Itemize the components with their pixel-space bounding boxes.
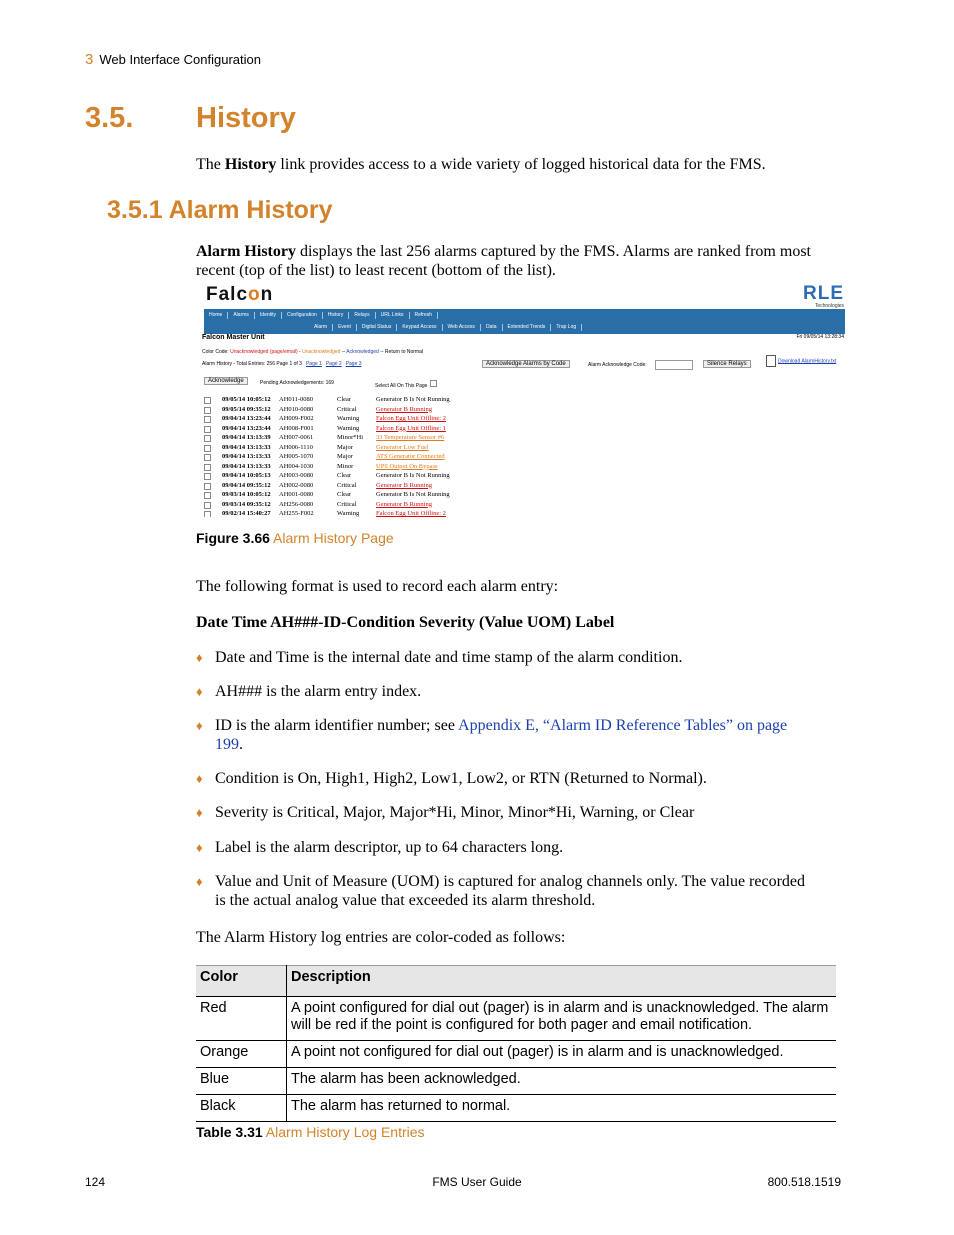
bullet-text: Label is the alarm descriptor, up to 64 characters long. (215, 839, 564, 856)
nav-item-url-links[interactable]: URL Links (376, 312, 410, 319)
table-caption-label: Table 3.31 (196, 1124, 263, 1140)
table-cell-color: Red (196, 997, 287, 1041)
row-checkbox[interactable] (204, 464, 211, 471)
intro-bold: History (224, 156, 277, 173)
alarm-rows (204, 396, 504, 517)
bullet-text-post: . (239, 736, 243, 753)
figure-caption-title: Alarm History Page (273, 530, 394, 546)
alarm-id: AH003-0080 (279, 472, 314, 479)
row-checkbox[interactable] (204, 502, 211, 509)
alarm-label: Generator B Running (376, 500, 432, 508)
color-code-sep: - (297, 349, 303, 355)
color-code-blue: Acknowledged (346, 349, 379, 355)
alarm-severity: Warning (337, 424, 360, 432)
subnav-item-data[interactable]: Data (481, 324, 503, 331)
figure-caption-label: Figure 3.66 (196, 530, 270, 546)
table-row (204, 406, 504, 416)
bullet-glyph: ♦ (196, 840, 203, 855)
bullet-glyph: ♦ (196, 805, 203, 820)
alarm-severity: Major (337, 453, 353, 460)
table-header-row (196, 966, 836, 997)
table-row (196, 1095, 836, 1122)
row-checkbox[interactable] (204, 435, 211, 442)
table-header-color: Color (196, 966, 287, 997)
alarm-date-time: 09/04/14 13:13:33 (222, 462, 271, 470)
alarm-id: AH010-0080 (279, 405, 314, 413)
alarm-date-time: 09/05/14 10:05:12 (222, 396, 271, 403)
bullet-glyph: ♦ (196, 650, 203, 665)
total-entries-text: Alarm History - Total Entries: 256 Page 1 of 3 (202, 361, 302, 367)
alarm-date-time: 09/04/14 13:23:44 (222, 424, 271, 432)
row-checkbox[interactable] (204, 454, 211, 461)
pending-acknowledgements: Pending Acknowledgements: 169 (260, 380, 334, 386)
row-checkbox[interactable] (204, 511, 211, 517)
alarm-date-time: 09/04/14 13:13:39 (222, 434, 271, 441)
table-row (204, 434, 504, 444)
table-row (196, 1041, 836, 1068)
intro-text-pre: The (196, 156, 225, 173)
alarm-label: Falcon Egg Unit Offline: 2 (376, 415, 446, 422)
subnav-item-web-access[interactable]: Web Access (443, 324, 481, 331)
footer-page-number: 124 (85, 1175, 106, 1189)
table-row (204, 425, 504, 435)
table-row (204, 415, 504, 425)
nav-row-main (204, 312, 845, 319)
alarm-date-time: 09/02/14 15:40:27 (222, 510, 271, 517)
alarm-para-bold: Alarm History (196, 243, 296, 260)
alarm-label: Falcon Egg Unit Offline: 1 (376, 424, 446, 432)
rle-logo (803, 285, 844, 309)
color-code-sep: -- (340, 349, 347, 355)
nav-item-home[interactable]: Home (204, 312, 228, 319)
section-number: 3.5. (85, 102, 134, 134)
table-header-description: Description (287, 966, 837, 997)
alarm-date-time: 09/04/14 09:35:12 (222, 481, 271, 489)
alarm-date-time: 09/04/14 13:13:33 (222, 453, 271, 460)
ack-code-label: Alarm Acknowledge Code: (588, 362, 647, 368)
bullet-text: AH### is the alarm entry index. (215, 683, 422, 700)
subnav-item-extended-trends[interactable]: Extended Trends (503, 324, 552, 331)
falcon-logo-o: o (248, 284, 261, 305)
table-row (204, 396, 504, 406)
chapter-number: 3 (85, 51, 94, 68)
select-all-label: Select All On This Page (375, 383, 428, 389)
nav-item-configuration[interactable]: Configuration (282, 312, 323, 319)
alarm-label: UPS Output On Bypass (376, 462, 438, 470)
alarm-label: Falcon Egg Unit Offline: 2 (376, 510, 446, 517)
running-header (85, 51, 261, 68)
bullet-text: Severity is Critical, Major, Major*Hi, Minor, Minor*Hi, Warning, or Clear (215, 804, 695, 821)
table-caption-title: Alarm History Log Entries (265, 1124, 425, 1140)
figure-caption (196, 530, 394, 546)
alarm-id: AH005-1070 (279, 453, 314, 460)
format-line: Date Time AH###-ID-Condition Severity (Value UOM) Label (196, 614, 615, 631)
bullet-item (196, 716, 806, 754)
table-cell-description: The alarm has been acknowledged. (287, 1068, 837, 1095)
color-code-orange: Unacknowledged (302, 349, 341, 355)
alarm-label: ATS Generator Connected (376, 453, 445, 460)
ack-code-input[interactable] (655, 360, 693, 370)
nav-item-refresh[interactable]: Refresh (410, 312, 439, 319)
bullet-text-pre: ID is the alarm identifier number; see (215, 717, 459, 734)
silence-relays-button[interactable]: Silence Relays (703, 360, 751, 368)
format-intro: The following format is used to record each alarm entry: (196, 578, 559, 595)
alarm-id: AH011-0080 (279, 396, 314, 403)
nav-row-sub (204, 324, 845, 331)
row-checkbox[interactable] (204, 483, 211, 490)
row-checkbox[interactable] (204, 445, 211, 452)
total-entries (202, 361, 362, 367)
table-cell-color: Blue (196, 1068, 287, 1095)
bullet-item (196, 803, 806, 822)
bullet-item (196, 872, 806, 910)
download-alarm-history-link[interactable] (766, 355, 836, 367)
table-row (204, 501, 504, 511)
color-code-rest: -- Return to Normal (378, 349, 423, 355)
unit-date-time: Fri 09/05/14 13:28:34 (796, 334, 844, 340)
table-cell-description: A point not configured for dial out (pager) is in alarm and is unacknowledged. (287, 1041, 837, 1068)
bullet-text: Date and Time is the internal date and time stamp of the alarm condition. (215, 649, 683, 666)
alarm-label: Generator B Is Not Running (376, 472, 450, 479)
nav-bar (204, 309, 845, 334)
appendix-e-link[interactable]: Appendix E, “Alarm ID Reference Tables” on page 199 (215, 717, 788, 753)
colors-intro: The Alarm History log entries are color-coded as follows: (196, 929, 566, 946)
section-title: History (196, 102, 296, 134)
alarm-id: AH006-1110 (279, 443, 313, 451)
nav-item-identity[interactable]: Identity (255, 312, 282, 319)
select-all[interactable] (375, 380, 437, 389)
table-row (204, 491, 504, 501)
page-link-2[interactable]: Page 2 (325, 361, 342, 367)
subnav-item-trap-log[interactable]: Trap Log (551, 324, 582, 331)
alarm-severity: Clear (337, 396, 352, 403)
alarm-id: AH007-0061 (279, 434, 314, 441)
bullet-item (196, 838, 806, 857)
alarm-para-text: displays the last 256 alarms captured by the FMS. Alarms are ranked from most recent (top of the list) to least recent (bottom of the list). (196, 243, 811, 279)
row-checkbox[interactable] (204, 407, 211, 414)
bullet-glyph: ♦ (196, 874, 203, 889)
alarm-date-time: 09/03/14 09:35:12 (222, 500, 271, 508)
row-checkbox[interactable] (204, 426, 211, 433)
page-link-1[interactable]: Page 1 (305, 361, 322, 367)
acknowledge-button[interactable]: Acknowledge (204, 377, 248, 385)
alarm-severity: Critical (337, 405, 357, 413)
subsection-heading: 3.5.1 Alarm History (107, 196, 333, 224)
alarm-id: AH004-1030 (279, 462, 314, 470)
falcon-logo-part: n (260, 284, 274, 305)
nav-item-history[interactable]: History (323, 312, 350, 319)
alarm-label: Generator B Is Not Running (376, 491, 450, 498)
alarm-date-time: 09/04/14 13:23:44 (222, 415, 271, 422)
table-cell-description: The alarm has returned to normal. (287, 1095, 837, 1122)
alarm-id: AH255-F002 (279, 510, 314, 517)
alarm-label: Generator B Running (376, 405, 432, 413)
bullet-glyph: ♦ (196, 771, 203, 786)
footer-guide-title: FMS User Guide (432, 1175, 522, 1189)
document-icon (766, 355, 776, 367)
subnav-item-alarm[interactable]: Alarm (309, 324, 333, 331)
alarm-id: AH009-F002 (279, 415, 314, 422)
alarm-id: AH002-0080 (279, 481, 314, 489)
intro-paragraph (196, 155, 836, 174)
alarm-history-paragraph (196, 242, 846, 280)
alarm-severity: Warning (337, 510, 360, 517)
color-code-table (196, 965, 836, 1122)
table-cell-description: A point configured for dial out (pager) is in alarm and is unacknowledged. The alarm will be red if the point is configured for both pager and email notification. (287, 997, 837, 1041)
subnav-item-event[interactable]: Event (333, 324, 357, 331)
alarm-id: AH008-F001 (279, 424, 314, 432)
alarm-history-screenshot (200, 283, 846, 517)
bullet-item (196, 769, 806, 788)
table-row (204, 444, 504, 454)
chapter-title: Web Interface Configuration (99, 52, 261, 67)
alarm-label: Generator B Running (376, 481, 432, 489)
download-link-text: Download AlarmHistory.txt (778, 358, 837, 365)
alarm-label: Generator B Is Not Running (376, 396, 450, 403)
intro-text-post: link provides access to a wide variety of logged historical data for the FMS. (276, 156, 766, 173)
alarm-severity: Minor (337, 462, 354, 470)
alarm-severity: Critical (337, 500, 357, 508)
bullet-text: Value and Unit of Measure (UOM) is captured for analog channels only. The value recorded is the actual analog value that exceeded its alarm threshold. (215, 873, 806, 909)
row-checkbox[interactable] (204, 397, 211, 404)
table-caption (196, 1124, 425, 1140)
acknowledge-by-code-button[interactable]: Acknowledge Alarms by Code (482, 360, 570, 368)
page-link-3[interactable]: Page 3 (345, 361, 362, 367)
table-row (196, 997, 836, 1041)
color-code-legend (202, 349, 423, 355)
alarm-label: 33 Temperature Sensor #6 (376, 434, 445, 441)
nav-item-alarms[interactable]: Alarms (228, 312, 255, 319)
table-row (204, 472, 504, 482)
bullet-item (196, 648, 806, 667)
select-all-checkbox[interactable] (430, 380, 437, 387)
color-code-red: Unacknowledged (page/email) (230, 349, 298, 355)
nav-item-relays[interactable]: Relays (349, 312, 375, 319)
alarm-severity: Major (337, 443, 353, 451)
alarm-label: Generator Low Fuel (376, 443, 429, 451)
bullet-text: Condition is On, High1, High2, Low1, Low2, or RTN (Returned to Normal). (215, 770, 707, 787)
rle-logo-subtext: Technologies (814, 303, 844, 309)
rle-logo-text: RLE (803, 283, 844, 304)
table-row (196, 1068, 836, 1095)
table-row (204, 463, 504, 473)
table-row (204, 482, 504, 492)
alarm-severity: Clear (337, 491, 352, 498)
subnav-item-digital-status[interactable]: Digital Status (357, 324, 397, 331)
alarm-date-time: 09/03/14 10:05:12 (222, 491, 271, 498)
alarm-id: AH256-0080 (279, 500, 314, 508)
alarm-severity: Critical (337, 481, 357, 489)
alarm-date-time: 09/04/14 10:05:13 (222, 472, 271, 479)
bullet-glyph: ♦ (196, 718, 203, 733)
alarm-date-time: 09/05/14 09:35:12 (222, 405, 271, 413)
alarm-severity: Minor*Hi (337, 434, 363, 441)
bullet-item (196, 682, 806, 701)
row-checkbox[interactable] (204, 473, 211, 480)
footer-phone: 800.518.1519 (767, 1175, 841, 1189)
row-checkbox[interactable] (204, 416, 211, 423)
falcon-logo (206, 284, 273, 306)
table-row (204, 510, 504, 517)
table-cell-color: Orange (196, 1041, 287, 1068)
row-checkbox[interactable] (204, 492, 211, 499)
alarm-severity: Warning (337, 415, 360, 422)
table-cell-color: Black (196, 1095, 287, 1122)
alarm-severity: Clear (337, 472, 352, 479)
section-heading (85, 102, 296, 135)
table-row (204, 453, 504, 463)
subnav-item-keypad-access[interactable]: Keypad Access (397, 324, 442, 331)
unit-title: Falcon Master Unit (202, 334, 265, 341)
falcon-logo-part: Falc (206, 284, 249, 305)
alarm-date-time: 09/04/14 13:13:33 (222, 443, 271, 451)
bullet-glyph: ♦ (196, 684, 203, 699)
bullet-text (215, 716, 806, 754)
alarm-id: AH001-0080 (279, 491, 314, 498)
color-code-label: Color Code: (202, 349, 231, 355)
